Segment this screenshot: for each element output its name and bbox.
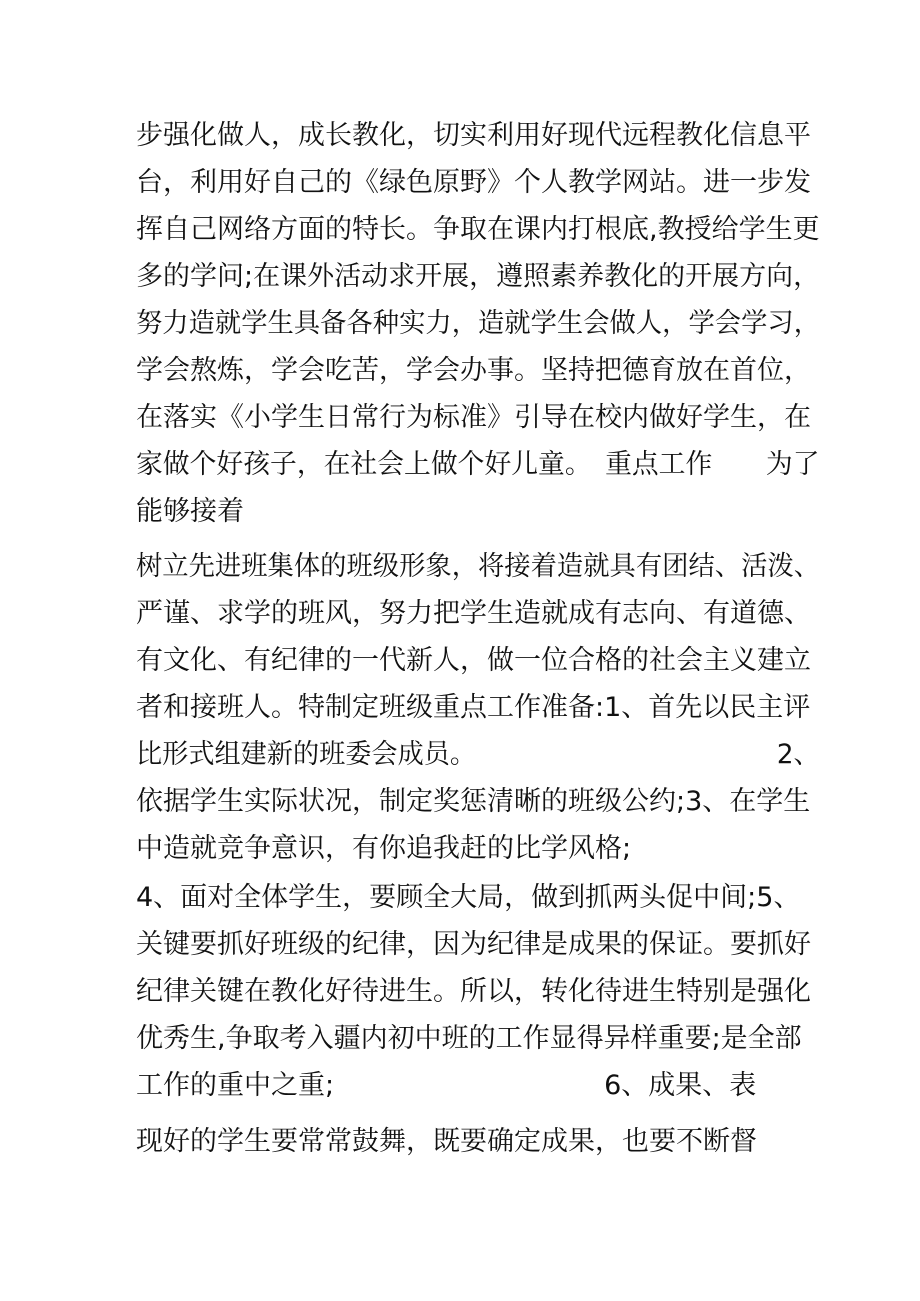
text-line: 挥自己网络方面的特长。争取在课内打根底,教授给学生更 bbox=[136, 214, 820, 245]
text-line: 努力造就学生具备各种实力，造就学生会做人，学会学习， bbox=[136, 308, 820, 339]
text-line: 能够接着 bbox=[136, 496, 244, 527]
text-line: 现好的学生要常常鼓舞，既要确定成果，也要不断督 bbox=[136, 1126, 757, 1157]
text-line: 优秀生,争取考入疆内初中班的工作显得异样重要;是全部 bbox=[136, 1023, 802, 1054]
text-line: 依据学生实际状况，制定奖惩清晰的班级公约;3、在学生 bbox=[136, 786, 811, 817]
text-line: 树立先进班集体的班级形象，将接着造就具有团结、活泼、 bbox=[136, 551, 820, 582]
text-line: 多的学问;在课外活动求开展，遵照素养教化的开展方向， bbox=[136, 261, 821, 292]
text-line: 比形式组建新的班委会成员。 2、 bbox=[136, 739, 820, 770]
text-line: 4、面对全体学生，要顾全大局，做到抓两头促中间;5、 bbox=[136, 882, 801, 913]
text-line: 关键要抓好班级的纪律，因为纪律是成果的保证。要抓好 bbox=[136, 929, 811, 960]
text-line: 台，利用好自己的《绿色原野》个人教学网站。进一步发 bbox=[136, 167, 811, 198]
text-line: 纪律关键在教化好待进生。所以，转化待进生特别是强化 bbox=[136, 976, 811, 1007]
text-line: 学会熬炼，学会吃苦，学会办事。坚持把德育放在首位， bbox=[136, 355, 811, 386]
text-line: 步强化做人，成长教化，切实利用好现代远程教化信息平 bbox=[136, 120, 811, 151]
text-line: 工作的重中之重; 6、成果、表 bbox=[136, 1070, 757, 1101]
text-line: 者和接班人。特制定班级重点工作准备:1、首先以民主评 bbox=[136, 692, 811, 723]
text-line: 严谨、求学的班风，努力把学生造就成有志向、有道德、 bbox=[136, 598, 811, 629]
text-line: 有文化、有纪律的一代新人，做一位合格的社会主义建立 bbox=[136, 645, 811, 676]
text-line: 中造就竞争意识，有你追我赶的比学风格; bbox=[136, 833, 632, 864]
text-line: 在落实《小学生日常行为标准》引导在校内做好学生，在 bbox=[136, 402, 811, 433]
text-line: 家做个好孩子，在社会上做个好儿童。 重点工作 为了 bbox=[136, 449, 820, 480]
